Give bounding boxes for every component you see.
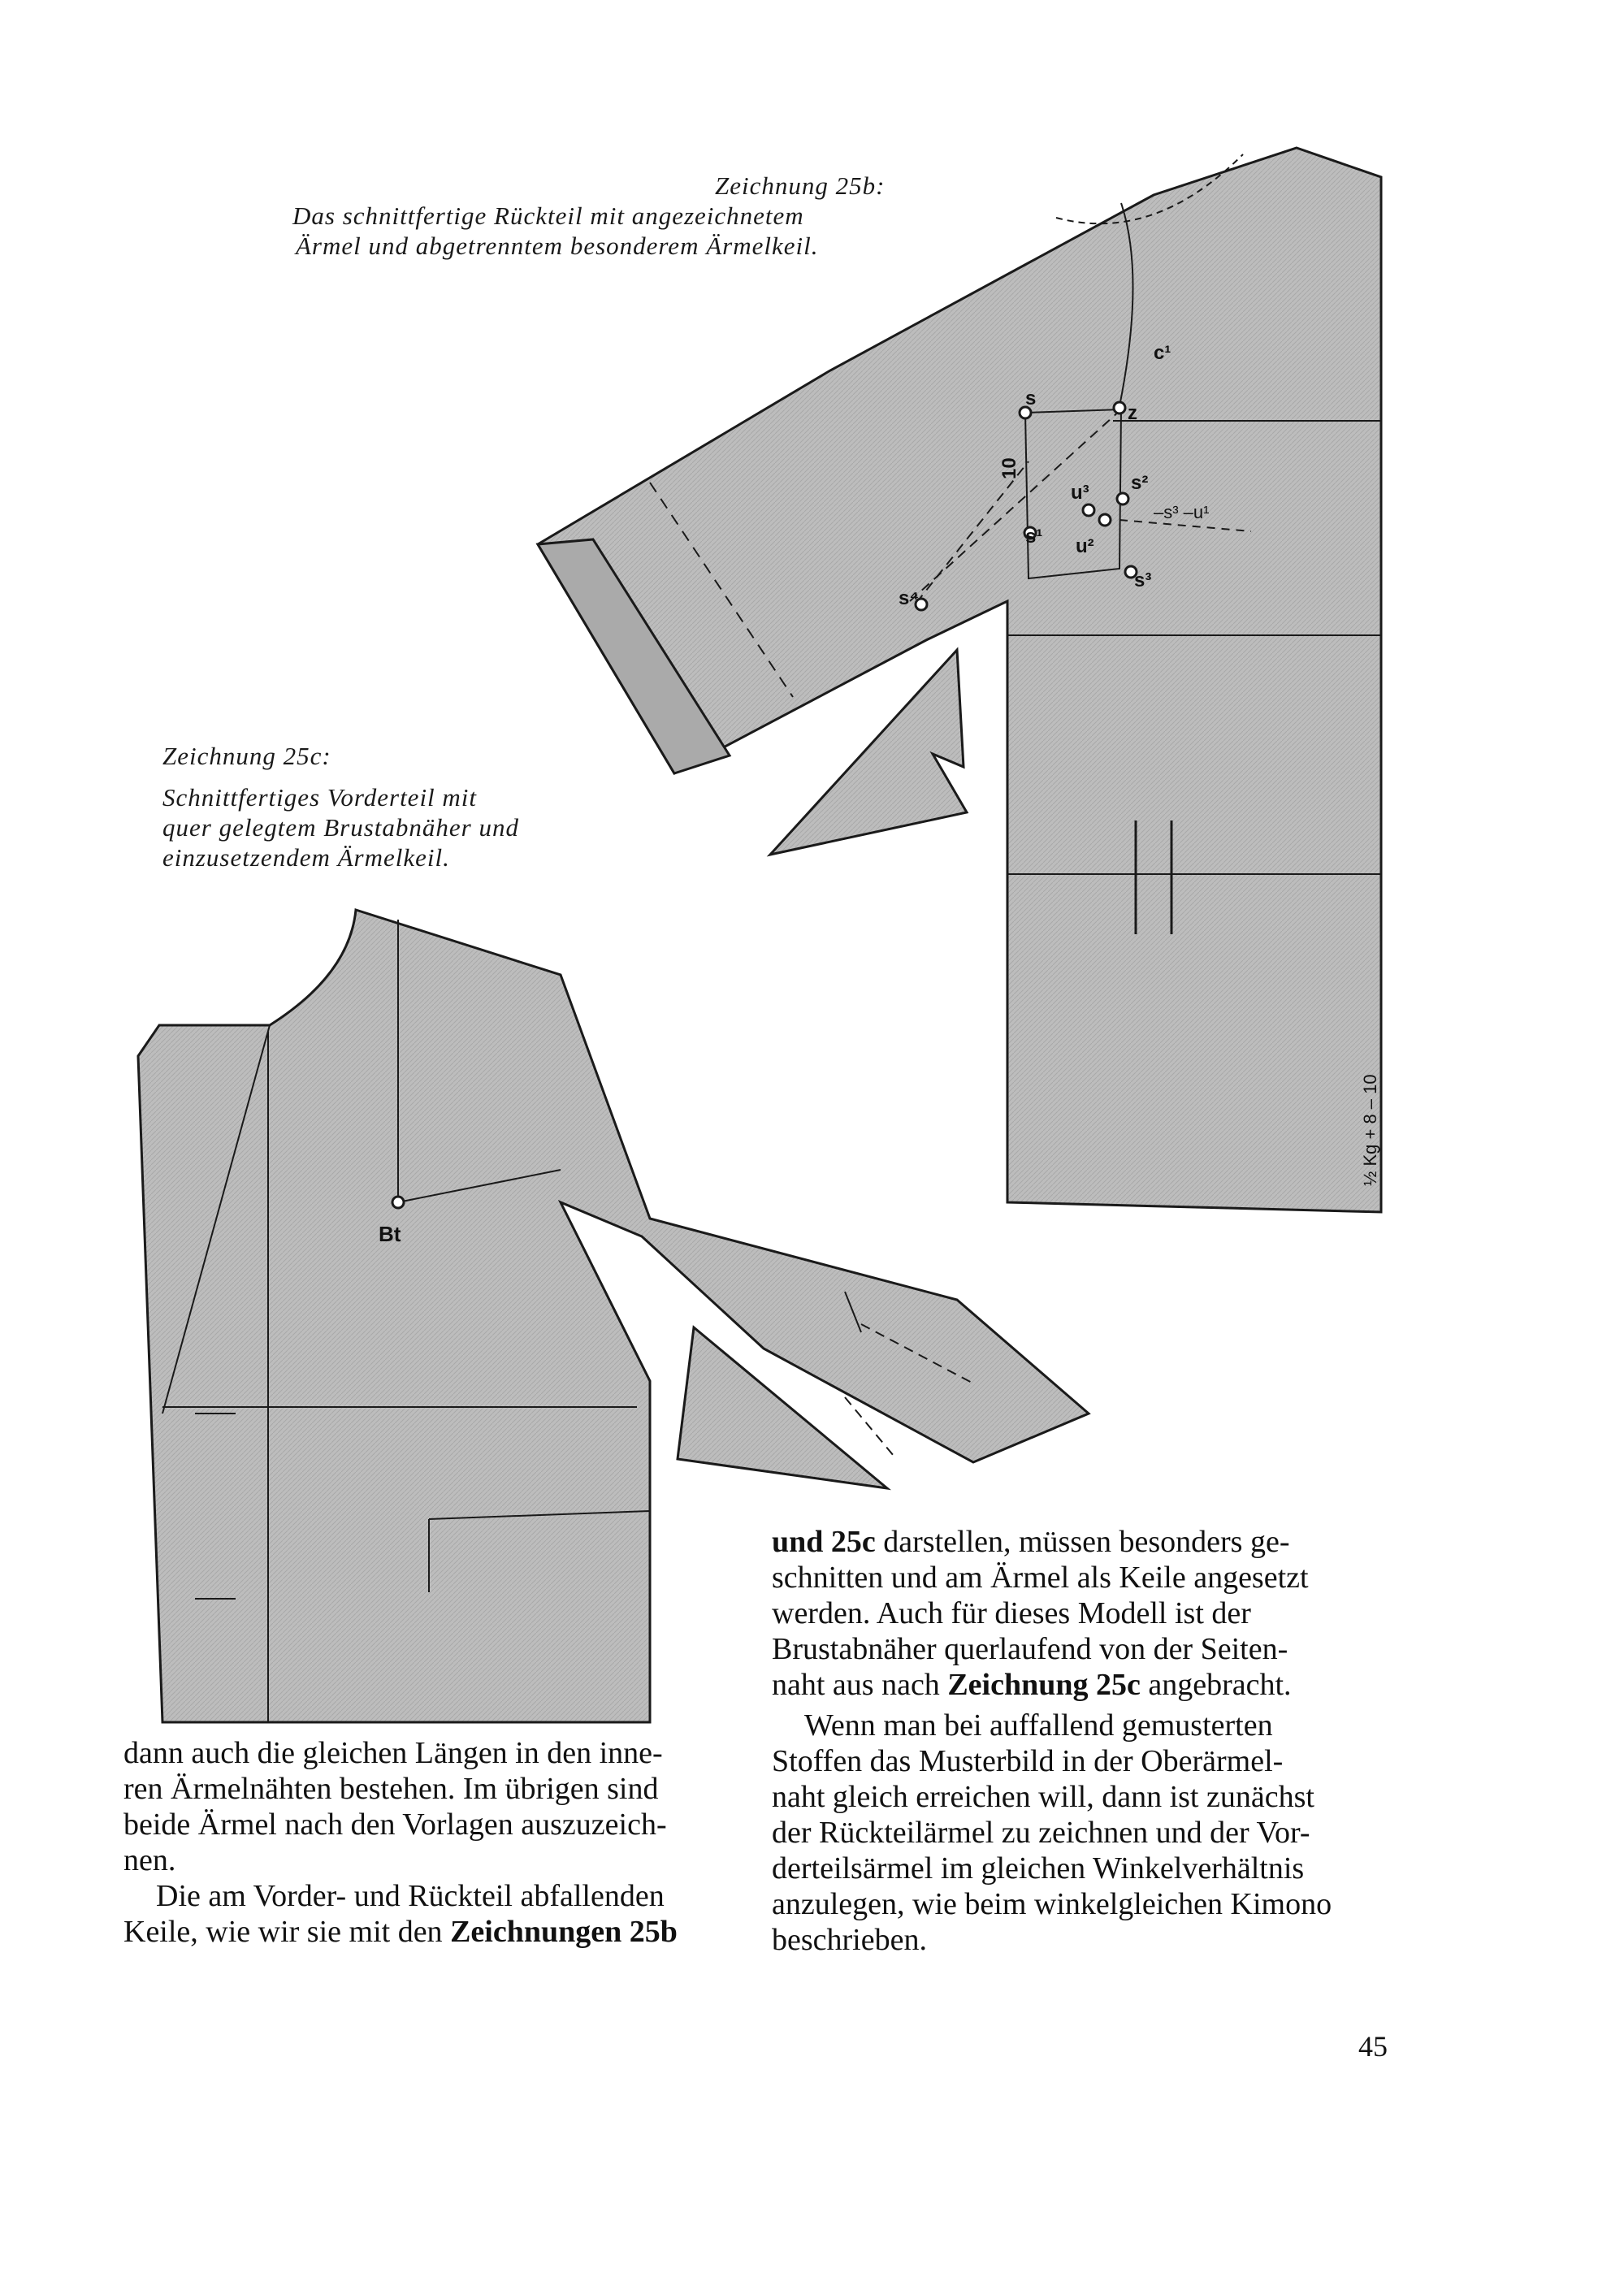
- left-line: dann auch die gleichen Längen in den inne-: [123, 1736, 663, 1770]
- right-line-text: darstellen, müssen besonders ge-: [875, 1525, 1290, 1559]
- label-s4: s⁴: [899, 587, 920, 609]
- right-line: Wenn man bei auffallend gemusterten: [804, 1708, 1273, 1743]
- caption-25c-line: quer gelegtem Brustabnäher und: [162, 813, 519, 842]
- caption-25b-line: Das schnittfertige Rückteil mit angezeichnetem: [292, 201, 804, 230]
- right-column: [772, 1524, 1386, 1958]
- bt-point: [392, 1197, 404, 1208]
- left-line: ren Ärmelnähten bestehen. Im übrigen sind: [123, 1772, 659, 1806]
- right-line-bold: Zeichnung 25c: [947, 1668, 1141, 1702]
- caption-25b-title: Zeichnung 25b:: [715, 171, 886, 200]
- right-line: [772, 1667, 1386, 1703]
- label-u2: u²: [1076, 535, 1094, 557]
- label-c1: c¹: [1154, 342, 1171, 364]
- left-line: [123, 1914, 731, 1950]
- label-s: s: [1025, 387, 1037, 409]
- label-u3: u³: [1071, 482, 1089, 504]
- label-s3: s³: [1134, 569, 1152, 591]
- label-s3-u1: –s³ –u¹: [1154, 502, 1210, 522]
- page-number: 45: [1358, 2030, 1388, 2063]
- left-line-text: Keile, wie wir sie mit den: [123, 1915, 451, 1949]
- caption-25c-line: einzusetzendem Ärmelkeil.: [162, 843, 450, 872]
- right-line-text: naht aus nach: [772, 1668, 948, 1702]
- label-z: z: [1128, 402, 1137, 424]
- right-line: Brustabnäher querlaufend von der Seiten-: [772, 1632, 1288, 1666]
- left-line: beide Ärmel nach den Vorlagen auszuzeich-: [123, 1808, 667, 1842]
- right-line: schnitten und am Ärmel als Keile angesetzt: [772, 1561, 1309, 1595]
- right-line: naht gleich erreichen will, dann ist zunächst: [772, 1780, 1314, 1814]
- right-line: derteilsärmel im gleichen Winkelverhältnis: [772, 1851, 1305, 1886]
- left-line: nen.: [123, 1843, 176, 1877]
- left-column: [123, 1735, 731, 1950]
- right-line: [772, 1524, 1386, 1560]
- label-s2: s²: [1131, 472, 1149, 494]
- label-formula: ½ Kg + 8 – 10: [1360, 1074, 1380, 1186]
- caption-25c-title: Zeichnung 25c:: [162, 742, 331, 770]
- right-line: Stoffen das Musterbild in der Oberärmel-: [772, 1744, 1284, 1778]
- right-line: der Rückteilärmel zu zeichnen und der Vor-: [772, 1816, 1310, 1850]
- caption-25c-line: Schnittfertiges Vorderteil mit: [162, 783, 478, 812]
- right-line-bold: und 25c: [772, 1525, 876, 1559]
- left-line-bold: Zeichnungen 25b: [450, 1915, 678, 1949]
- caption-25b-line: Ärmel und abgetrenntem besonderem Ärmelkeil.: [296, 232, 819, 260]
- left-line: Die am Vorder- und Rückteil abfallenden: [156, 1879, 665, 1913]
- label-s1: s¹: [1025, 526, 1043, 548]
- right-line-text: angebracht.: [1140, 1668, 1292, 1702]
- right-line: werden. Auch für dieses Modell ist der: [772, 1596, 1251, 1630]
- label-10: 10: [998, 457, 1020, 479]
- label-bt: Bt: [379, 1222, 401, 1246]
- right-line: beschrieben.: [772, 1923, 927, 1957]
- right-line: anzulegen, wie beim winkelgleichen Kimono: [772, 1887, 1332, 1921]
